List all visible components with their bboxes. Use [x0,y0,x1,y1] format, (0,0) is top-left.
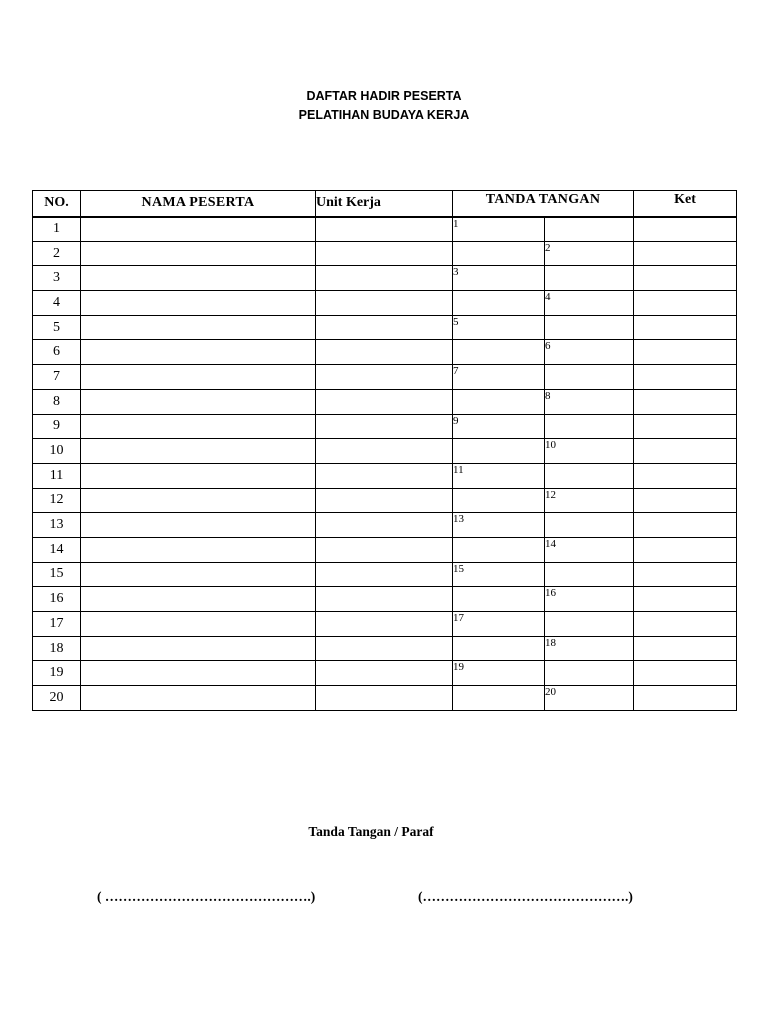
header-no: NO. [33,191,81,217]
unit-kerja-cell[interactable] [316,241,453,266]
table-row [33,340,737,365]
row-number: 19 [33,661,81,686]
unit-kerja-cell[interactable] [316,217,453,242]
header-tanda-tangan-label: TANDA TANGAN [485,192,601,208]
signature-cell-right[interactable] [545,661,634,686]
signature-number: 19 [453,661,464,674]
signature-number: 9 [453,414,459,427]
table-row [33,291,737,316]
row-number: 6 [33,340,81,365]
unit-kerja-cell[interactable] [316,612,453,637]
unit-kerja-cell[interactable] [316,686,453,711]
signature-cell-left[interactable] [453,636,545,661]
signature-cell-right[interactable] [545,636,634,661]
nama-peserta-cell[interactable] [81,389,316,414]
ket-cell[interactable] [634,340,737,365]
nama-peserta-cell[interactable] [81,291,316,316]
ket-cell[interactable] [634,291,737,316]
header-tanda-tangan [453,191,634,217]
nama-peserta-cell[interactable] [81,241,316,266]
signature-cell-right[interactable] [545,587,634,612]
row-number: 9 [33,414,81,439]
unit-kerja-cell[interactable] [316,562,453,587]
signature-caption: Tanda Tangan / Paraf [308,824,434,839]
signature-cell-right[interactable] [545,266,634,291]
row-number: 12 [33,488,81,513]
unit-kerja-cell[interactable] [316,365,453,390]
row-number: 15 [33,562,81,587]
signature-number: 12 [545,488,556,501]
nama-peserta-cell[interactable] [81,562,316,587]
nama-peserta-cell[interactable] [81,217,316,242]
signature-cell-right[interactable] [545,414,634,439]
nama-peserta-cell[interactable] [81,587,316,612]
unit-kerja-cell[interactable] [316,439,453,464]
signature-cell-left[interactable] [453,562,545,587]
signature-number: 6 [545,340,551,353]
signature-cell-right[interactable] [545,612,634,637]
signature-cell-left[interactable] [453,612,545,637]
nama-peserta-cell[interactable] [81,513,316,538]
table-row [33,587,737,612]
ket-cell[interactable] [634,562,737,587]
table-row [33,463,737,488]
signature-cell-right[interactable] [545,488,634,513]
row-number: 18 [33,636,81,661]
ket-cell[interactable] [634,686,737,711]
unit-kerja-cell[interactable] [316,340,453,365]
signature-number: 8 [545,389,551,402]
signature-line-right: (……………………………………….) [418,889,633,904]
title-line-2: PELATIHAN BUDAYA KERJA [298,108,470,122]
signature-cell-left[interactable] [453,389,545,414]
header-nama-peserta: NAMA PESERTA [81,191,316,217]
signature-number: 4 [545,291,551,304]
nama-peserta-cell[interactable] [81,266,316,291]
signature-cell-right[interactable] [545,389,634,414]
unit-kerja-cell[interactable] [316,636,453,661]
header-unit-kerja: Unit Kerja [316,191,453,217]
signature-number: 13 [453,513,464,526]
signature-cell-left[interactable] [453,537,545,562]
row-number: 16 [33,587,81,612]
ket-cell[interactable] [634,612,737,637]
nama-peserta-cell[interactable] [81,365,316,390]
signature-number: 1 [453,217,459,230]
signature-cell-right[interactable] [545,241,634,266]
unit-kerja-cell[interactable] [316,291,453,316]
row-number: 10 [33,439,81,464]
nama-peserta-cell[interactable] [81,340,316,365]
signature-cell-left[interactable] [453,291,545,316]
signature-cell-right[interactable] [545,686,634,711]
ket-cell[interactable] [634,513,737,538]
unit-kerja-cell[interactable] [316,537,453,562]
nama-peserta-cell[interactable] [81,661,316,686]
table-row [33,661,737,686]
signature-cell-left[interactable] [453,488,545,513]
signature-cell-left[interactable] [453,513,545,538]
header-ket [634,191,737,217]
signature-number: 17 [453,612,464,624]
nama-peserta-cell[interactable] [81,636,316,661]
table-row [33,439,737,464]
signature-number: 3 [453,266,459,279]
unit-kerja-cell[interactable] [316,266,453,291]
ket-cell[interactable] [634,217,737,242]
unit-kerja-cell[interactable] [316,315,453,340]
signature-number: 20 [545,686,556,699]
table-row [33,513,737,538]
table-row [33,686,737,711]
row-number: 14 [33,537,81,562]
ket-cell[interactable] [634,488,737,513]
signature-cell-left[interactable] [453,661,545,686]
signature-number: 10 [545,439,556,452]
row-number: 17 [33,612,81,637]
table-row [33,315,737,340]
signature-cell-right[interactable] [545,340,634,365]
table-row [33,217,737,242]
unit-kerja-cell[interactable] [316,463,453,488]
signature-cell-right[interactable] [545,217,634,242]
signature-number: 14 [545,537,556,550]
signature-number: 7 [453,365,459,378]
row-number: 20 [33,686,81,711]
signature-cell-right[interactable] [545,513,634,538]
ket-cell[interactable] [634,439,737,464]
signature-cell-right[interactable] [545,315,634,340]
row-number: 7 [33,365,81,390]
ket-cell[interactable] [634,315,737,340]
ket-cell[interactable] [634,266,737,291]
nama-peserta-cell[interactable] [81,612,316,637]
attendance-table [32,190,737,711]
nama-peserta-cell[interactable] [81,488,316,513]
table-row [33,389,737,414]
signature-cell-left[interactable] [453,266,545,291]
signature-cell-left[interactable] [453,365,545,390]
signature-cell-right[interactable] [545,562,634,587]
unit-kerja-cell[interactable] [316,661,453,686]
nama-peserta-cell[interactable] [81,439,316,464]
ket-cell[interactable] [634,587,737,612]
row-number: 8 [33,389,81,414]
document-title [0,87,768,125]
row-number: 2 [33,241,81,266]
table-row [33,612,737,637]
signature-cell-right[interactable] [545,439,634,464]
row-number: 3 [33,266,81,291]
ket-cell[interactable] [634,636,737,661]
title-line-1: DAFTAR HADIR PESERTA [306,89,462,103]
signature-cell-right[interactable] [545,291,634,316]
header-ket-label: Ket [674,192,696,208]
signature-cell-left[interactable] [453,241,545,266]
unit-kerja-cell[interactable] [316,389,453,414]
unit-kerja-cell[interactable] [316,587,453,612]
nama-peserta-cell[interactable] [81,537,316,562]
signature-cell-left[interactable] [453,217,545,242]
row-number: 4 [33,291,81,316]
signature-cell-right[interactable] [545,463,634,488]
table-row [33,537,737,562]
row-number: 5 [33,315,81,340]
signature-cell-right[interactable] [545,537,634,562]
signature-line-left: ( ……………………………………….) [97,889,316,904]
ket-cell[interactable] [634,365,737,390]
unit-kerja-cell[interactable] [316,414,453,439]
signature-cell-left[interactable] [453,463,545,488]
signature-cell-right[interactable] [545,365,634,390]
table-row [33,266,737,291]
table-row [33,365,737,390]
signature-number: 11 [453,463,464,476]
unit-kerja-cell[interactable] [316,513,453,538]
nama-peserta-cell[interactable] [81,686,316,711]
signature-cell-left[interactable] [453,439,545,464]
row-number: 1 [33,217,81,242]
ket-cell[interactable] [634,414,737,439]
table-body [33,217,737,711]
signature-cell-left[interactable] [453,340,545,365]
unit-kerja-cell[interactable] [316,488,453,513]
table-row [33,636,737,661]
nama-peserta-cell[interactable] [81,414,316,439]
table-row [33,488,737,513]
nama-peserta-cell[interactable] [81,315,316,340]
signature-number: 18 [545,636,556,649]
signature-number: 5 [453,315,459,328]
ket-cell[interactable] [634,537,737,562]
table-header-row [33,191,737,217]
signature-cell-left[interactable] [453,686,545,711]
signature-cell-left[interactable] [453,414,545,439]
signature-cell-left[interactable] [453,315,545,340]
table-row [33,414,737,439]
nama-peserta-cell[interactable] [81,463,316,488]
signature-number: 16 [545,587,556,600]
signature-number: 15 [453,562,464,575]
row-number: 11 [33,463,81,488]
table-row [33,562,737,587]
ket-cell[interactable] [634,463,737,488]
signature-cell-left[interactable] [453,587,545,612]
ket-cell[interactable] [634,389,737,414]
row-number: 13 [33,513,81,538]
table-row [33,241,737,266]
signature-number: 2 [545,241,551,254]
ket-cell[interactable] [634,241,737,266]
ket-cell[interactable] [634,661,737,686]
